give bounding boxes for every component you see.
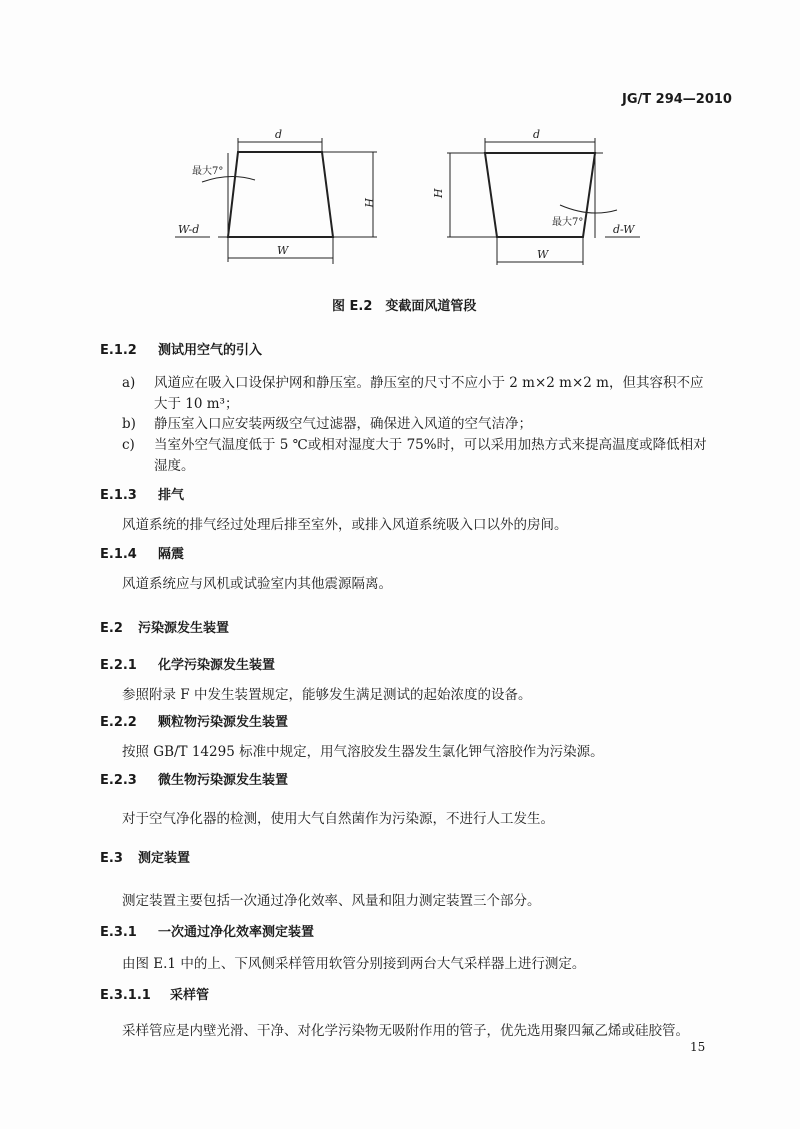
list-item-c-cont: 湿度。 bbox=[154, 458, 195, 474]
heading-e-2-2: E.2.2 颗粒物污染源发生装置 bbox=[100, 715, 289, 730]
heading-e-1-3: E.1.3 排气 bbox=[100, 488, 185, 503]
para-e-1-4: 风道系统应与风机或试验室内其他震源隔离。 bbox=[122, 576, 392, 592]
para-e-2-2: 按照 GB/T 14295 标准中规定，用气溶胶发生器发生氯化钾气溶胶作为污染源。 bbox=[122, 744, 604, 760]
label-h-right: H bbox=[432, 188, 445, 198]
figure-e2-diagram bbox=[0, 0, 800, 290]
heading-e-2-1: E.2.1 化学污染源发生装置 bbox=[100, 658, 276, 673]
label-max-angle-right: 最大7° bbox=[552, 217, 584, 228]
para-e-2-1: 参照附录 F 中发生装置规定，能够发生满足测试的起始浓度的设备。 bbox=[122, 687, 532, 703]
para-e-3: 测定装置主要包括一次通过净化效率、风量和阻力测定装置三个部分。 bbox=[122, 893, 541, 909]
para-e-2-3: 对于空气净化器的检测，使用大气自然菌作为污染源，不进行人工发生。 bbox=[122, 811, 554, 827]
heading-e-3: E.3 测定装置 bbox=[100, 851, 191, 866]
label-d-right: d bbox=[533, 128, 541, 141]
para-e-1-3: 风道系统的排气经过处理后排至室外，或排入风道系统吸入口以外的房间。 bbox=[122, 517, 568, 533]
standard-number: JG/T 294—2010 bbox=[622, 92, 732, 107]
heading-e-1-2: E.1.2 测试用空气的引入 bbox=[100, 343, 263, 358]
para-e-3-1: 由图 E.1 中的上、下风侧采样管用软管分别接到两台大气采样器上进行测定。 bbox=[122, 956, 586, 972]
list-item-a-cont: 大于 10 m³； bbox=[154, 396, 239, 412]
label-w-right: W bbox=[537, 248, 549, 261]
heading-e-2: E.2 污染源发生装置 bbox=[100, 621, 230, 636]
list-item-c: c) 当室外空气温度低于 5 ℃或相对湿度大于 75%时，可以采用加热方式来提高温度或降低相对 bbox=[122, 437, 707, 453]
figure-caption: 图 E.2 变截面风道管段 bbox=[332, 299, 477, 314]
para-e-3-1-1: 采样管应是内壁光滑、干净、对化学污染物无吸附作用的管子，优先选用聚四氟乙烯或硅胶管。 bbox=[122, 1023, 689, 1039]
heading-e-2-3: E.2.3 微生物污染源发生装置 bbox=[100, 773, 289, 788]
label-h-left: H bbox=[362, 198, 375, 208]
heading-e-3-1-1: E.3.1.1 采样管 bbox=[100, 988, 210, 1003]
list-item-a: a) 风道应在吸入口设保护网和静压室。静压室的尺寸不应小于 2 m×2 m×2 m，但其容积不应 bbox=[122, 375, 704, 391]
list-item-b: b) 静压室入口应安装两级空气过滤器，确保进入风道的空气洁净； bbox=[122, 416, 532, 432]
label-max-angle-left: 最大7° bbox=[192, 166, 224, 177]
heading-e-3-1: E.3.1 一次通过净化效率测定装置 bbox=[100, 925, 315, 940]
heading-e-1-4: E.1.4 隔震 bbox=[100, 547, 185, 562]
label-w-left: W bbox=[277, 244, 289, 257]
left-trapezoid bbox=[228, 152, 333, 237]
page-number: 15 bbox=[690, 1040, 706, 1054]
label-d-minus-w: d-W bbox=[613, 223, 635, 236]
label-d-left: d bbox=[275, 128, 283, 141]
label-w-minus-d: W-d bbox=[178, 223, 200, 236]
